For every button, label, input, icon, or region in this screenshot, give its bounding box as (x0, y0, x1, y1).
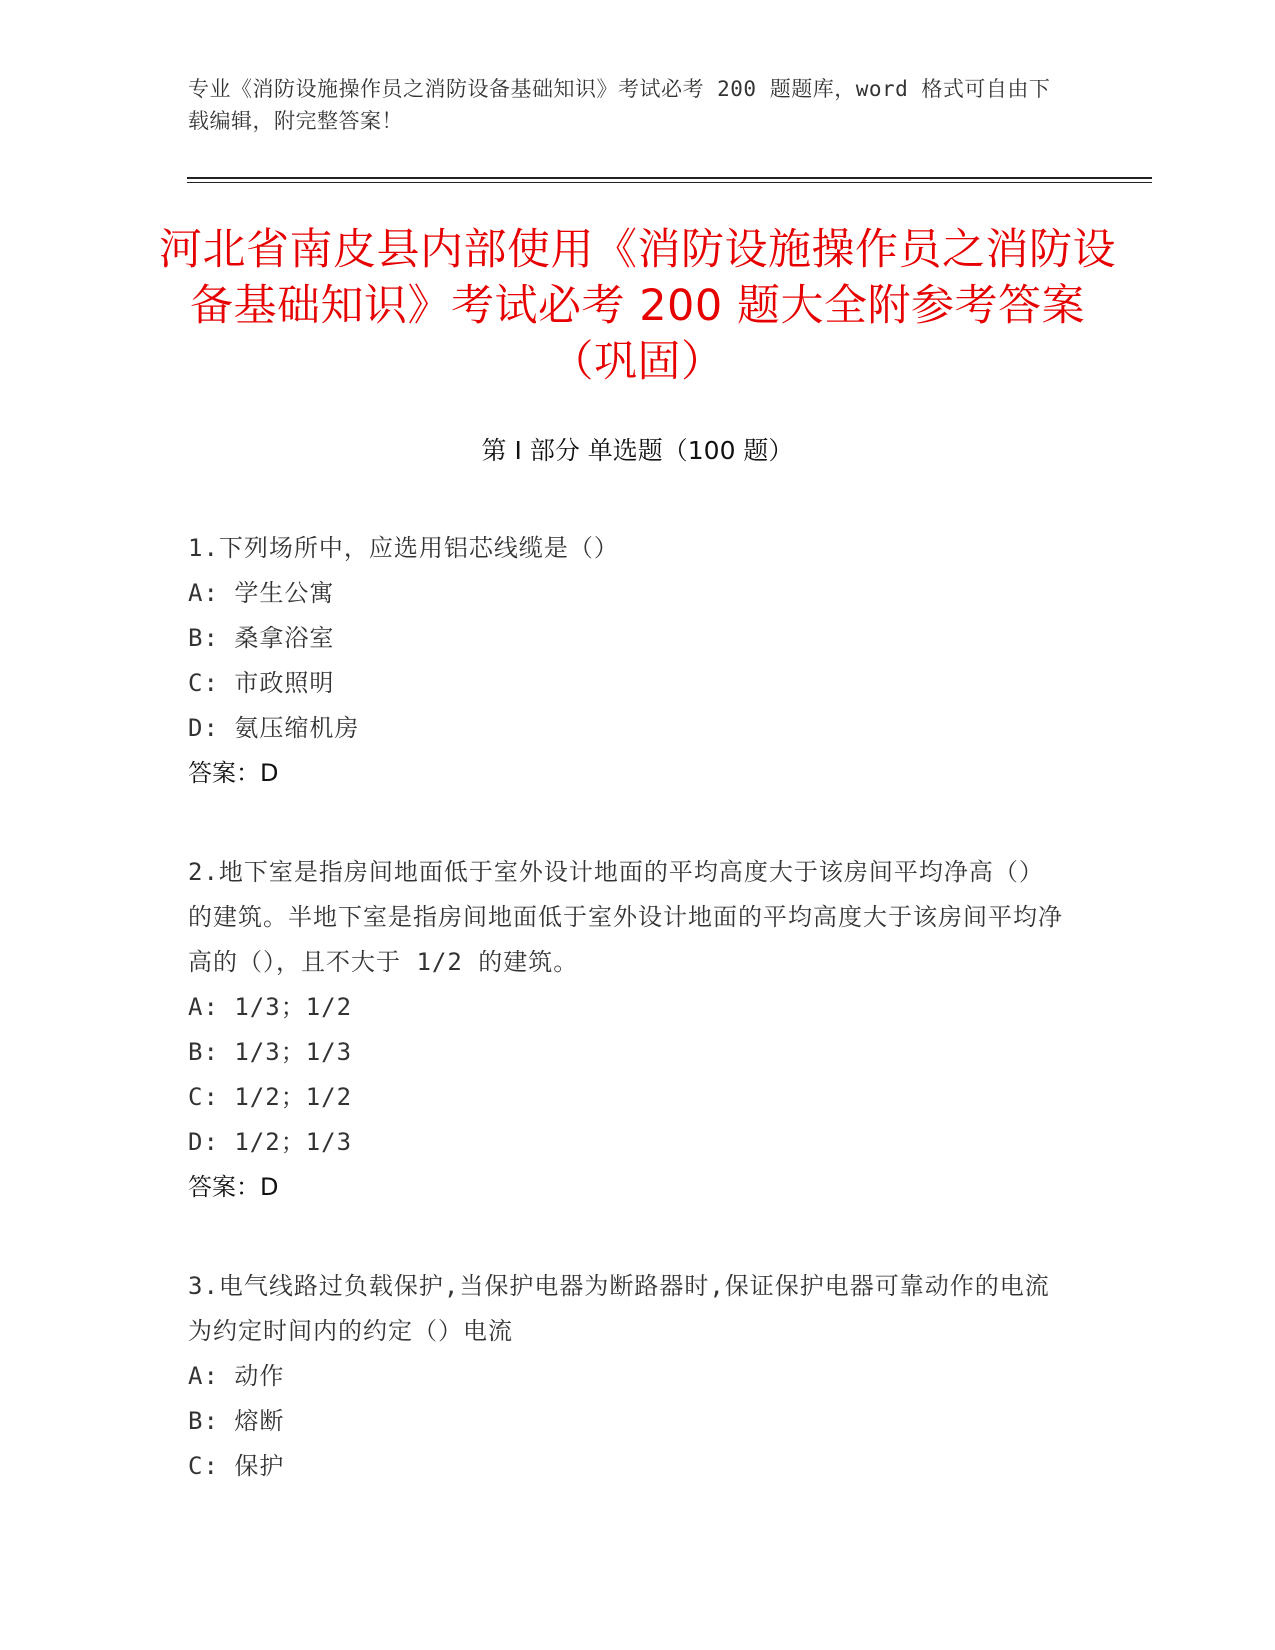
option-c: C: 保护 (188, 1452, 285, 1480)
option-d: D: 氨压缩机房 (188, 714, 360, 742)
option-c: C: 1/2；1/2 (188, 1083, 353, 1111)
question-list (188, 526, 1068, 1543)
section-title: 第 I 部分 单选题（100 题） (481, 436, 794, 465)
option-a: A: 1/3；1/2 (188, 993, 353, 1021)
header-note: 专业《消防设施操作员之消防设备基础知识》考试必考 200 题题库，word 格式可自由下载编辑，附完整答案！ (188, 77, 1051, 133)
question-2 (188, 850, 1068, 1210)
document-title: 河北省南皮县内部使用《消防设施操作员之消防设备基础知识》考试必考 200 题大全附参考答案（巩固） (159, 225, 1116, 387)
option-c: C: 市政照明 (188, 669, 335, 697)
answer-line: 答案：D (188, 1173, 279, 1201)
option-a: A: 动作 (188, 1362, 285, 1390)
option-b: B: 熔断 (188, 1407, 285, 1435)
option-b: B: 1/3；1/3 (188, 1038, 353, 1066)
option-b: B: 桑拿浴室 (188, 624, 335, 652)
answer-line: 答案：D (188, 759, 279, 787)
option-a: A: 学生公寓 (188, 579, 335, 607)
question-1 (188, 526, 1068, 796)
question-stem: 1.下列场所中，应选用铝芯线缆是（） (188, 534, 619, 562)
question-stem: 2.地下室是指房间地面低于室外设计地面的平均高度大于该房间平均净高（）的建筑。半地下室是指房间地面低于室外设计地面的平均高度大于该房间平均净高的（），且不大于 1/2 的建筑。 (188, 858, 1063, 976)
option-d: D: 1/2；1/3 (188, 1128, 353, 1156)
question-stem: 3.电气线路过负载保护,当保护电器为断路器时,保证保护电器可靠动作的电流为约定时间内的约定（）电流 (188, 1272, 1050, 1345)
question-3 (188, 1264, 1068, 1489)
header-divider-thick (187, 177, 1152, 179)
header-divider-thin (187, 182, 1152, 183)
